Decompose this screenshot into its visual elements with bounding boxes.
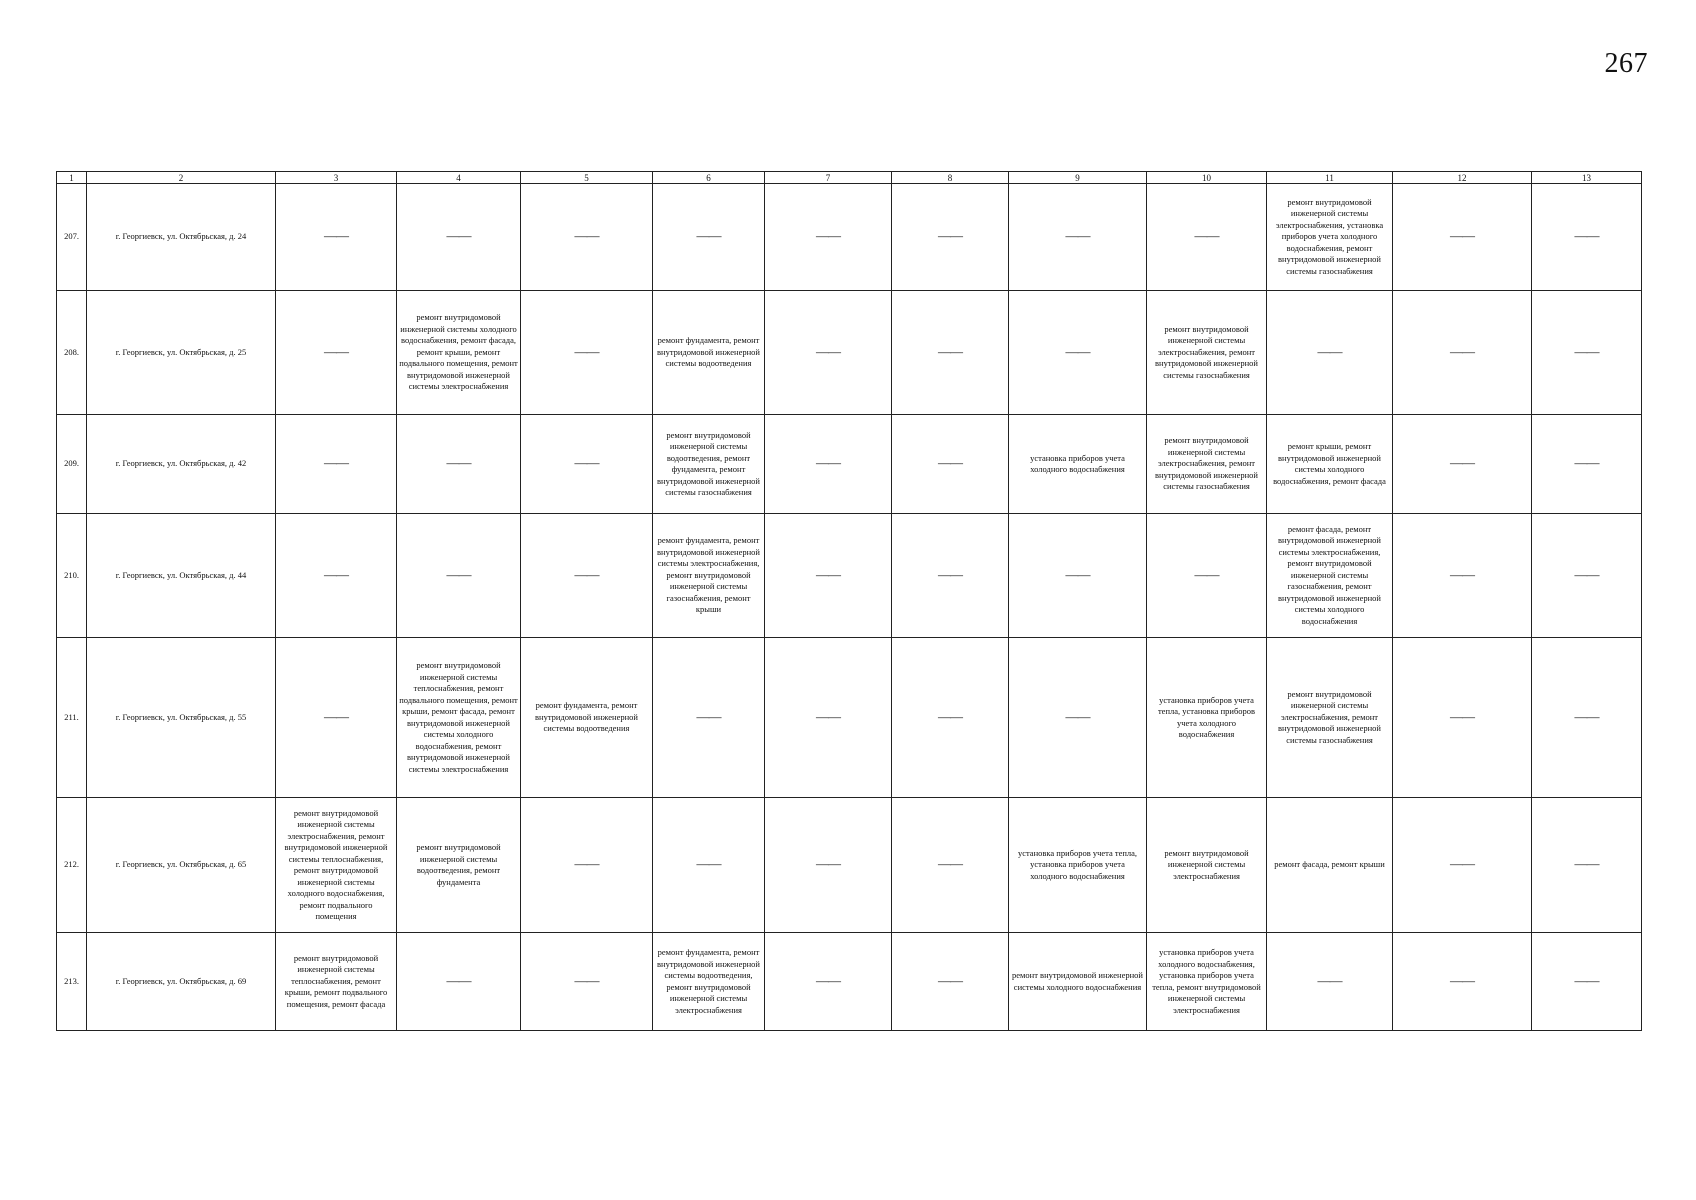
work-cell [653,184,765,291]
work-cell [521,933,653,1031]
column-header: 11 [1267,172,1393,184]
dash-placeholder: —— [1574,228,1599,244]
work-cell [1532,291,1642,415]
dash-placeholder: —— [324,566,348,582]
dash-placeholder: —— [696,228,721,244]
work-cell [1532,638,1642,798]
work-cell [521,415,653,514]
row-number: 210. [57,514,87,638]
work-cell [1532,415,1642,514]
dash-placeholder: —— [324,228,348,244]
work-cell [521,184,653,291]
work-cell: установка приборов учета холодного водоснабжения [1009,415,1147,514]
column-header: 3 [276,172,397,184]
dash-placeholder: —— [816,972,840,988]
dash-placeholder: —— [1317,343,1342,359]
work-cell: ремонт крыши, ремонт внутридомовой инженерной системы холодного водоснабжения, ремонт фасада [1267,415,1393,514]
work-cell [397,184,521,291]
column-header: 6 [653,172,765,184]
dash-placeholder: —— [574,972,599,988]
work-cell: ремонт внутридомовой инженерной системы электроснабжения, ремонт внутридомовой инженерной системы газоснабжения [1147,291,1267,415]
row-number: 209. [57,415,87,514]
dash-placeholder: —— [574,856,599,872]
work-cell: ремонт внутридомовой инженерной системы электроснабжения, ремонт внутридомовой инженерной системы теплоснабжения, ремонт внутридомовой инженерной системы холодного водоснабжения, ремонт подвального помещения [276,798,397,933]
work-cell [397,415,521,514]
dash-placeholder: —— [938,566,962,582]
dash-placeholder: —— [1194,566,1219,582]
dash-placeholder: —— [1450,228,1474,244]
dash-placeholder: —— [696,856,721,872]
work-cell: ремонт фундамента, ремонт внутридомовой инженерной системы электроснабжения, ремонт внутридомовой инженерной системы газоснабжения, ремонт крыши [653,514,765,638]
row-number: 207. [57,184,87,291]
work-cell: ремонт фасада, ремонт крыши [1267,798,1393,933]
row-number: 212. [57,798,87,933]
dash-placeholder: —— [1317,972,1342,988]
dash-placeholder: —— [324,343,348,359]
row-number: 213. [57,933,87,1031]
table-row [57,638,1642,798]
work-cell: ремонт внутридомовой инженерной системы водоотведения, ремонт фундамента [397,798,521,933]
dash-placeholder: —— [1574,856,1599,872]
dash-placeholder: —— [816,228,840,244]
work-cell [1147,184,1267,291]
work-cell: ремонт внутридомовой инженерной системы электроснабжения, ремонт внутридомовой инженерной системы газоснабжения [1147,415,1267,514]
work-cell [1532,933,1642,1031]
dash-placeholder: —— [1574,972,1599,988]
dash-placeholder: —— [816,856,840,872]
dash-placeholder: —— [324,455,348,471]
repair-schedule-table [56,171,1642,1031]
address-cell: г. Георгиевск, ул. Октябрьская, д. 42 [87,415,276,514]
work-cell [765,638,892,798]
work-cell [892,798,1009,933]
column-header: 1 [57,172,87,184]
dash-placeholder: —— [1574,708,1599,724]
work-cell [892,415,1009,514]
work-cell: ремонт внутридомовой инженерной системы холодного водоснабжения, ремонт фасада, ремонт крыши, ремонт подвального помещения, ремонт внутридомовой инженерной системы электроснабжения [397,291,521,415]
dash-placeholder: —— [1065,566,1090,582]
work-cell [892,184,1009,291]
work-cell [276,184,397,291]
dash-placeholder: —— [816,708,840,724]
column-header: 4 [397,172,521,184]
work-cell: установка приборов учета холодного водоснабжения, установка приборов учета тепла, ремонт внутридомовой инженерной системы электроснабжения [1147,933,1267,1031]
work-cell [765,514,892,638]
dash-placeholder: —— [574,566,599,582]
dash-placeholder: —— [574,343,599,359]
work-cell [765,933,892,1031]
work-cell [276,514,397,638]
work-cell [276,638,397,798]
work-cell [1393,415,1532,514]
work-cell [1393,638,1532,798]
work-cell [521,514,653,638]
dash-placeholder: —— [938,708,962,724]
work-cell: ремонт внутридомовой инженерной системы теплоснабжения, ремонт подвального помещения, ремонт крыши, ремонт фасада, ремонт внутридомовой инженерной системы холодного водоснабжения, ремонт внутридомовой инженерной системы электроснабжения [397,638,521,798]
column-number-row [57,172,1642,184]
dash-placeholder: —— [816,343,840,359]
column-header: 12 [1393,172,1532,184]
dash-placeholder: —— [1574,343,1599,359]
dash-placeholder: —— [1450,972,1474,988]
dash-placeholder: —— [816,566,840,582]
work-cell: установка приборов учета тепла, установка приборов учета холодного водоснабжения [1147,638,1267,798]
work-cell [1147,514,1267,638]
address-cell: г. Георгиевск, ул. Октябрьская, д. 25 [87,291,276,415]
work-cell [521,798,653,933]
work-cell: ремонт фундамента, ремонт внутридомовой инженерной системы водоотведения [521,638,653,798]
address-cell: г. Георгиевск, ул. Октябрьская, д. 65 [87,798,276,933]
work-cell [397,933,521,1031]
dash-placeholder: —— [1574,566,1599,582]
dash-placeholder: —— [1450,455,1474,471]
dash-placeholder: —— [1574,455,1599,471]
table-row [57,514,1642,638]
work-cell [521,291,653,415]
work-cell [276,415,397,514]
dash-placeholder: —— [1450,708,1474,724]
column-header: 9 [1009,172,1147,184]
work-cell [1009,638,1147,798]
work-cell [653,798,765,933]
row-number: 211. [57,638,87,798]
work-cell [892,514,1009,638]
work-cell [1393,798,1532,933]
column-header: 7 [765,172,892,184]
work-cell [1267,933,1393,1031]
dash-placeholder: —— [446,228,471,244]
dash-placeholder: —— [1065,228,1090,244]
work-cell [892,638,1009,798]
work-cell [765,798,892,933]
work-cell: ремонт фундамента, ремонт внутридомовой инженерной системы водоотведения [653,291,765,415]
work-cell [892,933,1009,1031]
work-cell [1009,184,1147,291]
work-cell: установка приборов учета тепла, установка приборов учета холодного водоснабжения [1009,798,1147,933]
work-cell [765,291,892,415]
row-number: 208. [57,291,87,415]
dash-placeholder: —— [324,708,348,724]
work-cell [1393,514,1532,638]
address-cell: г. Георгиевск, ул. Октябрьская, д. 24 [87,184,276,291]
address-cell: г. Георгиевск, ул. Октябрьская, д. 55 [87,638,276,798]
work-cell [892,291,1009,415]
dash-placeholder: —— [938,228,962,244]
work-cell: ремонт внутридомовой инженерной системы теплоснабжения, ремонт крыши, ремонт подвального помещения, ремонт фасада [276,933,397,1031]
work-cell [653,638,765,798]
address-cell: г. Георгиевск, ул. Октябрьская, д. 69 [87,933,276,1031]
work-cell [1009,291,1147,415]
dash-placeholder: —— [696,708,721,724]
dash-placeholder: —— [574,228,599,244]
work-cell: ремонт внутридомовой инженерной системы электроснабжения, установка приборов учета холодного водоснабжения, ремонт внутридомовой инженерной системы газоснабжения [1267,184,1393,291]
dash-placeholder: —— [446,972,471,988]
table-row [57,415,1642,514]
work-cell: ремонт фасада, ремонт внутридомовой инженерной системы электроснабжения, ремонт внутридомовой инженерной системы газоснабжения, ремонт внутридомовой инженерной системы холодного водоснабжения [1267,514,1393,638]
dash-placeholder: —— [938,972,962,988]
dash-placeholder: —— [446,566,471,582]
work-cell [1393,291,1532,415]
table-row [57,184,1642,291]
work-cell [397,514,521,638]
address-cell: г. Георгиевск, ул. Октябрьская, д. 44 [87,514,276,638]
work-cell [1267,291,1393,415]
work-cell: ремонт внутридомовой инженерной системы холодного водоснабжения [1009,933,1147,1031]
column-header: 8 [892,172,1009,184]
work-cell: ремонт фундамента, ремонт внутридомовой инженерной системы водоотведения, ремонт внутридомовой инженерной системы электроснабжения [653,933,765,1031]
work-cell: ремонт внутридомовой инженерной системы электроснабжения [1147,798,1267,933]
work-cell: ремонт внутридомовой инженерной системы водоотведения, ремонт фундамента, ремонт внутридомовой инженерной системы газоснабжения [653,415,765,514]
work-cell [1532,184,1642,291]
dash-placeholder: —— [938,856,962,872]
dash-placeholder: —— [1450,343,1474,359]
dash-placeholder: —— [816,455,840,471]
work-cell [1532,798,1642,933]
work-cell [276,291,397,415]
column-header: 5 [521,172,653,184]
column-header: 10 [1147,172,1267,184]
dash-placeholder: —— [446,455,471,471]
table-row [57,798,1642,933]
dash-placeholder: —— [938,455,962,471]
work-cell [1393,933,1532,1031]
work-cell [1532,514,1642,638]
table-row [57,291,1642,415]
page-number: 267 [1604,48,1648,79]
column-header: 13 [1532,172,1642,184]
dash-placeholder: —— [1450,856,1474,872]
dash-placeholder: —— [574,455,599,471]
work-cell [765,184,892,291]
dash-placeholder: —— [1065,343,1090,359]
column-header: 2 [87,172,276,184]
table-row [57,933,1642,1031]
work-cell [1393,184,1532,291]
work-cell [765,415,892,514]
work-cell [1009,514,1147,638]
work-cell: ремонт внутридомовой инженерной системы электроснабжения, ремонт внутридомовой инженерной системы газоснабжения [1267,638,1393,798]
dash-placeholder: —— [1194,228,1219,244]
dash-placeholder: —— [1450,566,1474,582]
dash-placeholder: —— [1065,708,1090,724]
dash-placeholder: —— [938,343,962,359]
